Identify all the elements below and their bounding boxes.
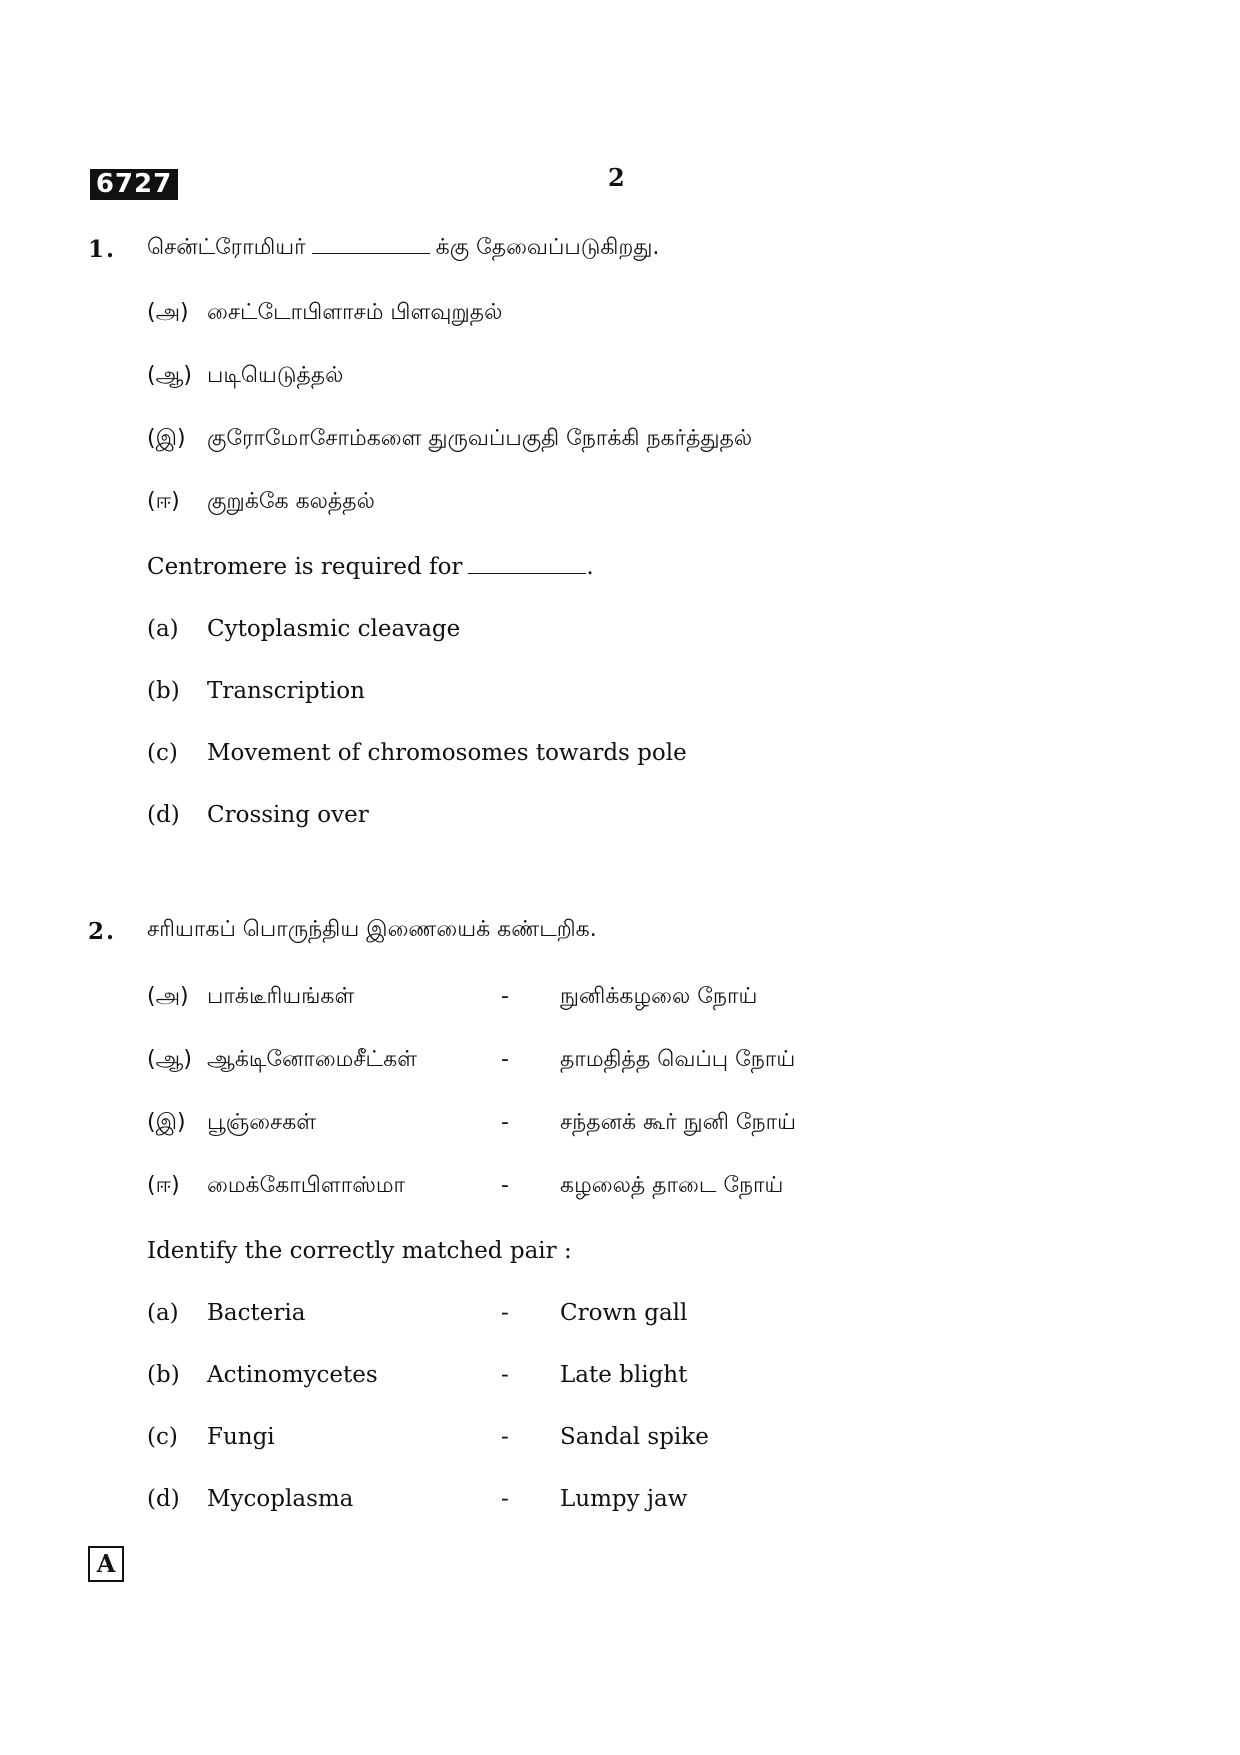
q1-tamil-stem-before: சென்ட்ரோமியர்: [147, 235, 306, 260]
option-label: (c): [147, 740, 178, 766]
option-dash: -: [501, 984, 509, 1009]
option-label: (ஆ): [147, 1047, 192, 1072]
option-left: Fungi: [207, 1424, 275, 1450]
option-left: Mycoplasma: [207, 1486, 354, 1512]
question-number-2: 2.: [88, 918, 117, 945]
option-text: Transcription: [207, 678, 365, 704]
option-text: Movement of chromosomes towards pole: [207, 740, 687, 766]
option-label: (a): [147, 616, 179, 642]
q2-tamil-stem: சரியாகப் பொருந்திய இணையைக் கண்டறிக.: [147, 917, 597, 942]
option-left: மைக்கோபிளாஸ்மா: [207, 1173, 406, 1198]
page-number: 2: [608, 163, 625, 192]
q2-english-stem: Identify the correctly matched pair :: [147, 1238, 572, 1264]
option-label: (அ): [147, 300, 189, 325]
q1-english-stem-before: Centromere is required for: [147, 554, 463, 580]
option-label: (ஈ): [147, 1173, 180, 1198]
option-label: (ஆ): [147, 363, 192, 388]
option-right: நுனிக்கழலை நோய்: [560, 984, 758, 1009]
option-label: (a): [147, 1300, 179, 1326]
option-dash: -: [501, 1047, 509, 1072]
option-left: பாக்டீரியங்கள்: [207, 984, 355, 1009]
option-text: சைட்டோபிளாசம் பிளவுறுதல்: [207, 300, 503, 325]
question-number-1: 1.: [88, 236, 117, 263]
option-dash: -: [501, 1362, 509, 1388]
option-label: (c): [147, 1424, 178, 1450]
q1-tamil-blank: [312, 235, 430, 254]
q1-english-stem: [147, 552, 594, 582]
option-label: (b): [147, 678, 180, 704]
option-text: Crossing over: [207, 802, 369, 828]
option-label: (d): [147, 1486, 180, 1512]
option-label: (d): [147, 802, 180, 828]
option-label: (அ): [147, 984, 189, 1009]
option-label: (ஈ): [147, 489, 180, 514]
option-dash: -: [501, 1300, 509, 1326]
option-right: Sandal spike: [560, 1424, 709, 1450]
option-label: (b): [147, 1362, 180, 1388]
option-right: தாமதித்த வெப்பு நோய்: [560, 1047, 796, 1072]
option-dash: -: [501, 1486, 509, 1512]
paper-code-badge: 6727: [90, 169, 178, 200]
option-dash: -: [501, 1424, 509, 1450]
q1-tamil-stem-after: க்கு தேவைப்படுகிறது.: [435, 235, 660, 260]
option-text: குறுக்கே கலத்தல்: [207, 489, 375, 514]
option-left: பூஞ்சைகள்: [207, 1110, 317, 1135]
option-right: சந்தனக் கூர் நுனி நோய்: [560, 1110, 796, 1135]
option-right: கழலைத் தாடை நோய்: [560, 1173, 784, 1198]
option-left: Bacteria: [207, 1300, 306, 1326]
q1-english-stem-after: .: [586, 554, 594, 580]
option-text: Cytoplasmic cleavage: [207, 616, 461, 642]
q1-tamil-stem: [147, 233, 659, 263]
q1-english-blank: [468, 555, 586, 574]
option-text: குரோமோசோம்களை துருவப்பகுதி நோக்கி நகர்த்துதல்: [207, 426, 753, 451]
option-dash: -: [501, 1110, 509, 1135]
option-left: ஆக்டினோமைசீட்கள்: [207, 1047, 417, 1072]
option-right: Crown gall: [560, 1300, 688, 1326]
option-right: Lumpy jaw: [560, 1486, 688, 1512]
option-text: படியெடுத்தல்: [207, 363, 344, 388]
option-right: Late blight: [560, 1362, 688, 1388]
option-label: (இ): [147, 1110, 186, 1135]
option-dash: -: [501, 1173, 509, 1198]
option-label: (இ): [147, 426, 186, 451]
version-letter-box: A: [88, 1546, 124, 1582]
option-left: Actinomycetes: [207, 1362, 378, 1388]
